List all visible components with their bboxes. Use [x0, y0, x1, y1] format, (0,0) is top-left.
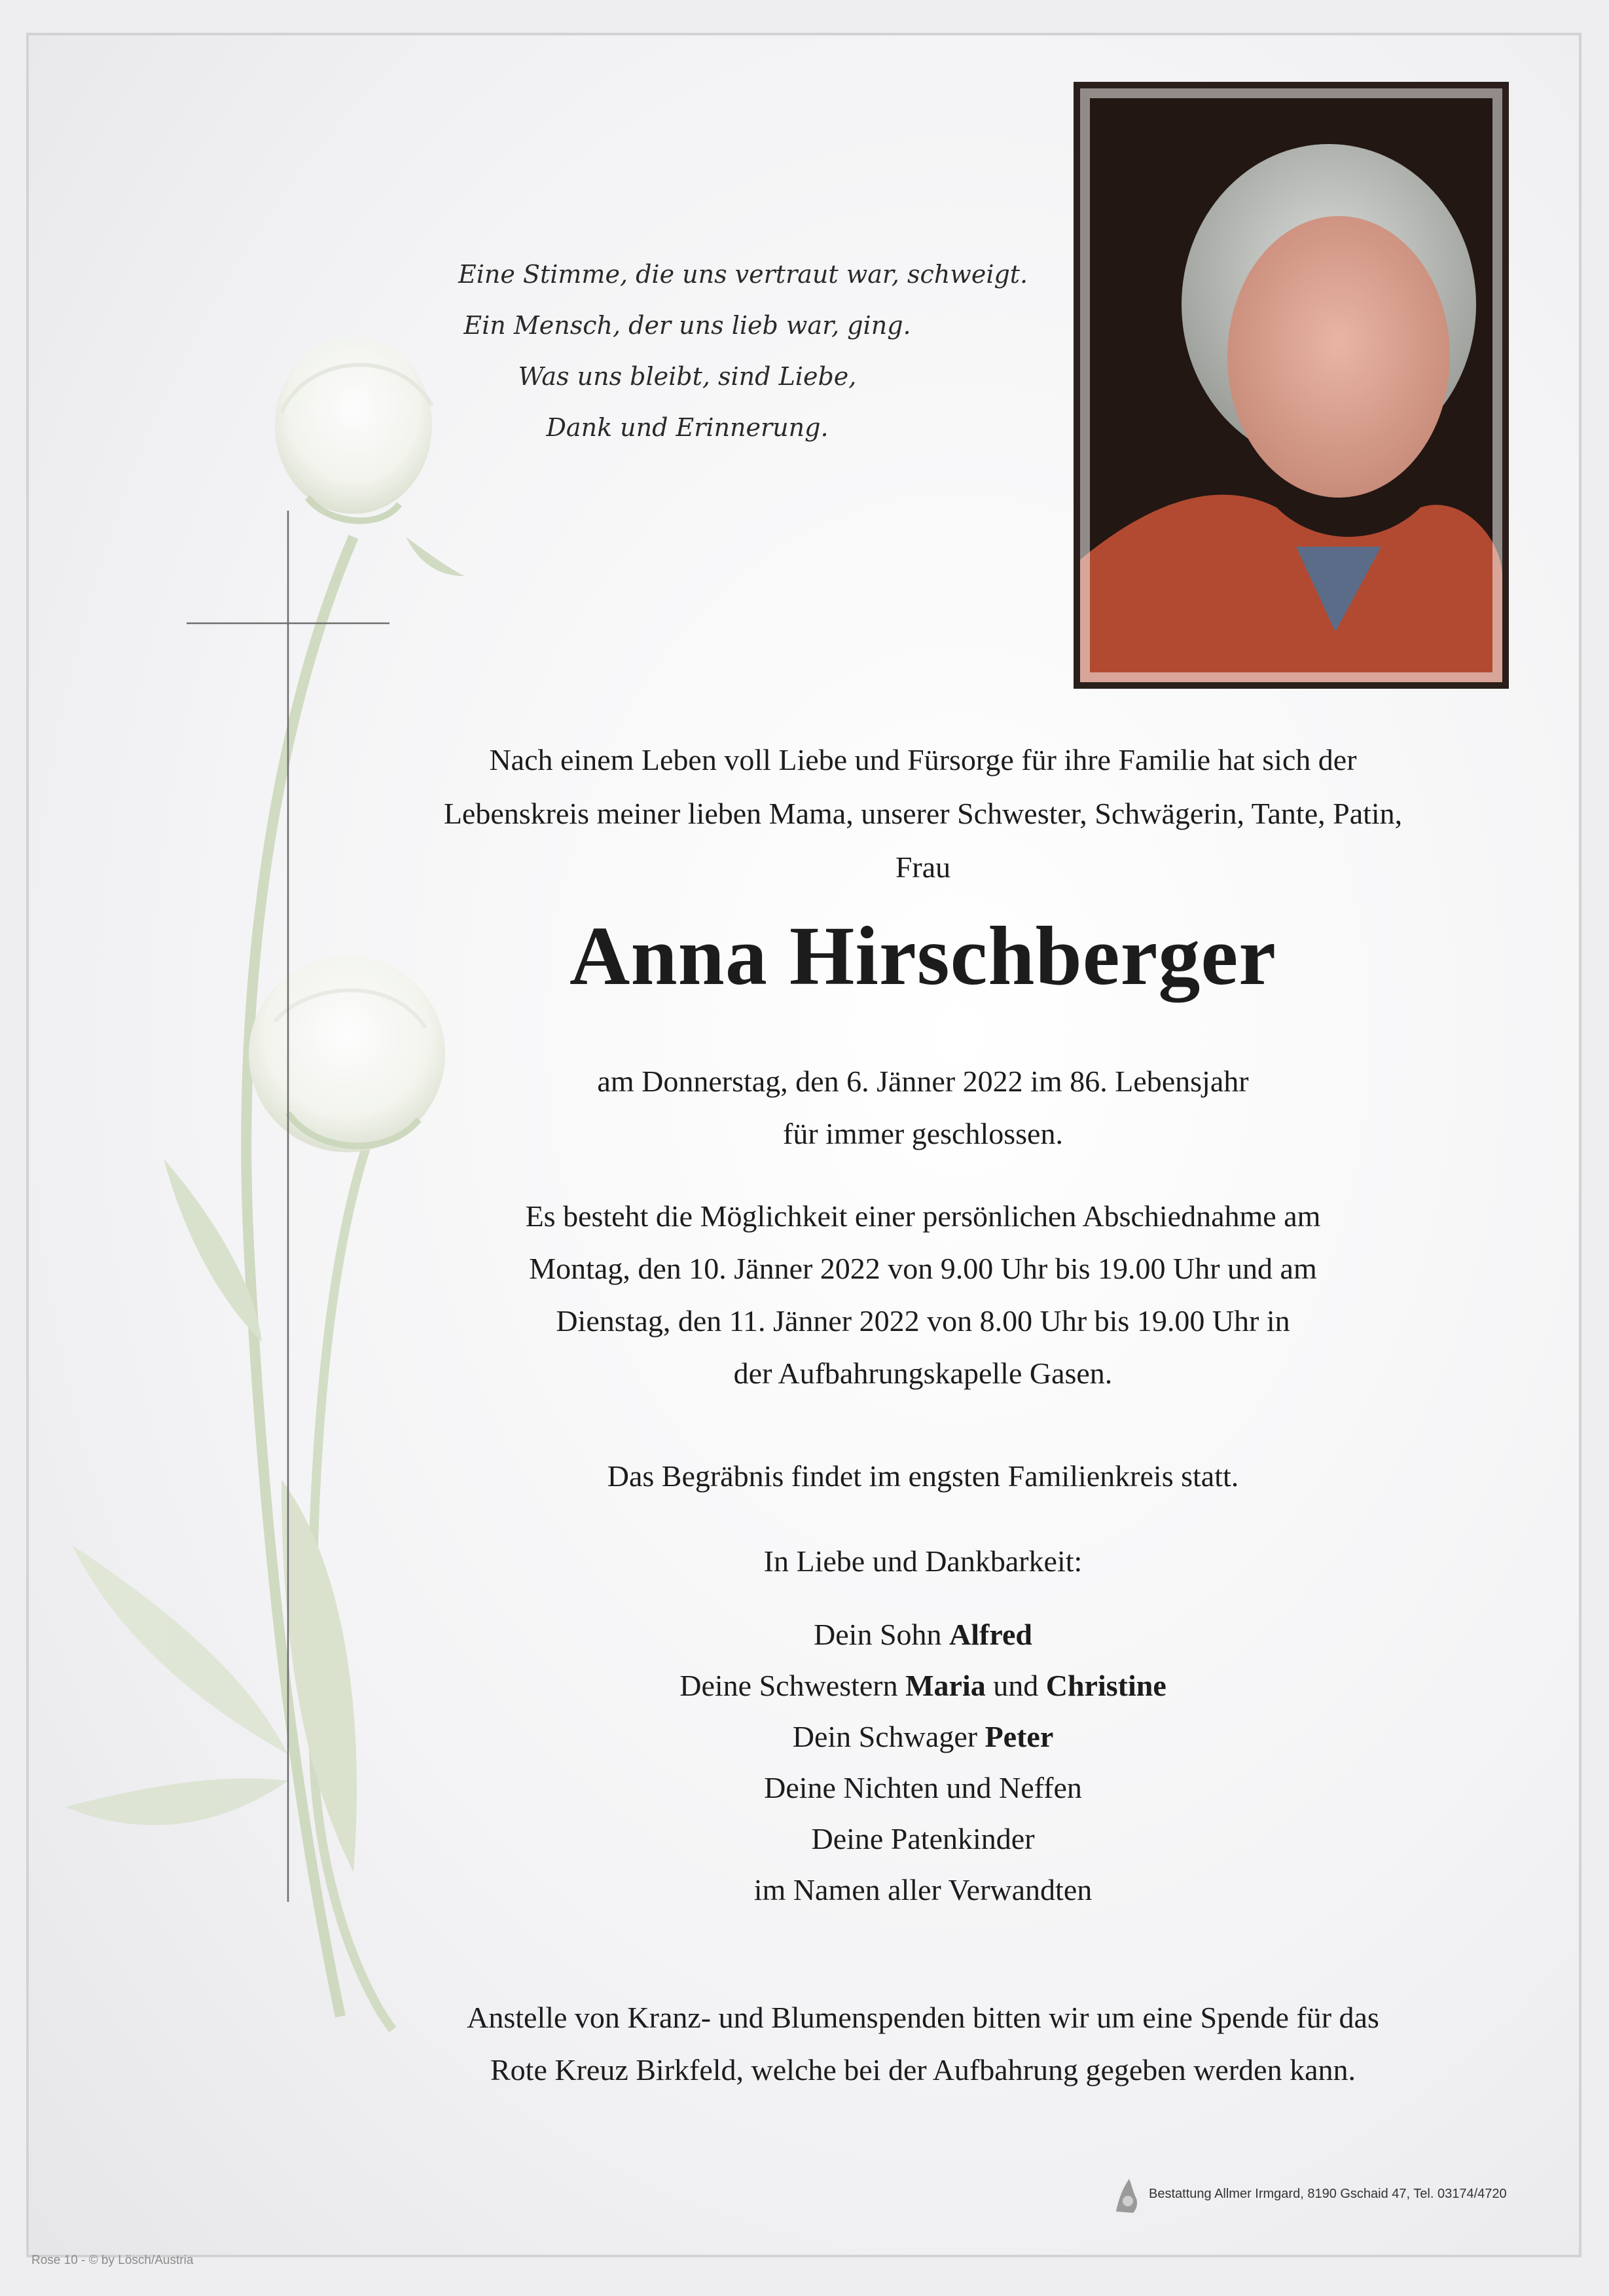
mourner-nieces: Deine Nichten und Neffen	[764, 1771, 1082, 1804]
quote-line: Dank und Erinnerung.	[546, 413, 829, 442]
intro-text	[367, 733, 1479, 894]
funeral-info	[367, 1450, 1479, 1503]
closing-line: In Liebe und Dankbarkeit:	[763, 1544, 1083, 1578]
intro-line: Lebenskreis meiner lieben Mama, unserer Schwester, Schwägerin, Tante, Patin,	[443, 797, 1403, 830]
memorial-quote	[458, 249, 1028, 453]
mourner-name: Maria	[905, 1669, 986, 1702]
mourner-name: Christine	[1045, 1669, 1166, 1702]
donation-line: Anstelle von Kranz- und Blumenspenden bitten wir um eine Spende für das	[467, 2001, 1379, 2034]
farewell-line: Es besteht die Möglichkeit einer persönlichen Abschiednahme am	[525, 1199, 1321, 1233]
mourner-name: Alfred	[949, 1618, 1032, 1651]
funeral-home-logo-icon	[1110, 2172, 1145, 2218]
mourner-brotherinlaw	[367, 1711, 1479, 1762]
quote-line: Was uns bleibt, sind Liebe,	[518, 362, 857, 391]
mourner-relatives: im Namen aller Verwandten	[753, 1873, 1093, 1906]
mourner-godchildren: Deine Patenkinder	[811, 1822, 1035, 1855]
deceased-name: Anna Hirschberger	[569, 909, 1276, 1002]
death-notice	[367, 1055, 1479, 1160]
mourner-sisters	[367, 1660, 1479, 1711]
mourner-connector: und	[985, 1669, 1046, 1702]
mourner-role: Deine Schwestern	[679, 1669, 906, 1702]
funeral-home-info: Bestattung Allmer Irmgard, 8190 Gschaid 47, Tel. 03174/4720	[1149, 2187, 1507, 2201]
death-line: am Donnerstag, den 6. Jänner 2022 im 86. Lebensjahr	[597, 1065, 1249, 1098]
template-copyright: Rose 10 - © by Lösch/Austria	[31, 2253, 194, 2267]
funeral-line: Das Begräbnis findet im engsten Familienkreis statt.	[607, 1459, 1239, 1493]
farewell-line: Montag, den 10. Jänner 2022 von 9.00 Uhr bis 19.00 Uhr und am	[529, 1252, 1317, 1285]
farewell-info	[367, 1190, 1479, 1400]
quote-line: Eine Stimme, die uns vertraut war, schweigt.	[458, 260, 1028, 289]
intro-line: Frau	[895, 850, 951, 884]
donation-request	[367, 1992, 1479, 2096]
death-line: für immer geschlossen.	[783, 1117, 1063, 1150]
mourners-list	[367, 1609, 1479, 1916]
donation-line: Rote Kreuz Birkfeld, welche bei der Aufbahrung gegeben werden kann.	[490, 2053, 1356, 2086]
intro-line: Nach einem Leben voll Liebe und Fürsorge für ihre Familie hat sich der	[489, 743, 1357, 776]
mourner-name: Peter	[985, 1720, 1054, 1753]
quote-line: Ein Mensch, der uns lieb war, ging.	[463, 311, 911, 340]
mourner-son	[367, 1609, 1479, 1660]
closing-phrase	[367, 1535, 1479, 1588]
portrait-image	[1080, 88, 1502, 682]
mourner-role: Dein Sohn	[814, 1618, 950, 1651]
farewell-line: der Aufbahrungskapelle Gasen.	[733, 1357, 1113, 1390]
mourner-role: Dein Schwager	[792, 1720, 985, 1753]
portrait-photo	[1074, 82, 1509, 689]
farewell-line: Dienstag, den 11. Jänner 2022 von 8.00 Uhr bis 19.00 Uhr in	[556, 1304, 1290, 1338]
